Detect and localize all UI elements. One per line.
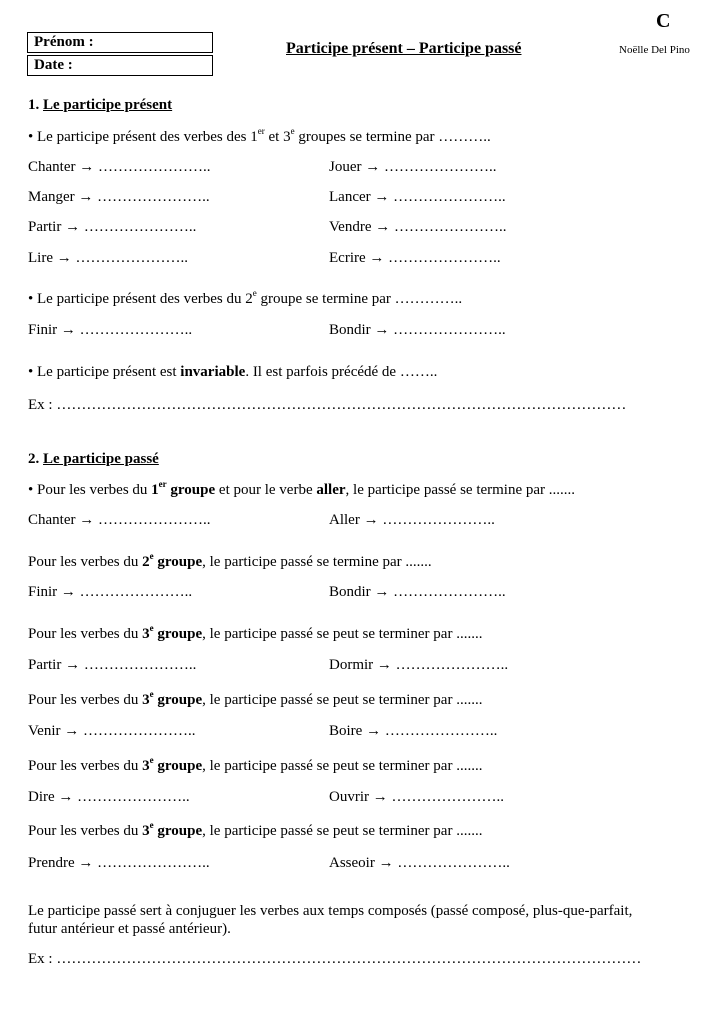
rule-text: Pour les verbes du xyxy=(28,692,143,708)
exercise-item[interactable]: Partir → ………………….. xyxy=(28,219,197,235)
rule-bold: groupe xyxy=(166,482,216,498)
rule-text: , le participe passé se termine par ....... xyxy=(345,482,576,498)
rule-text: , le participe passé se peut se terminer par ....... xyxy=(202,626,483,642)
exercise-item[interactable]: Venir → ………………….. xyxy=(28,723,196,739)
rule-text: Pour les verbes du xyxy=(28,626,143,642)
exercise-item[interactable]: Finir → ………………….. xyxy=(28,584,193,600)
section1-rule3 xyxy=(28,364,437,381)
rule-text: et pour le verbe xyxy=(215,482,317,498)
superscript: e xyxy=(149,755,154,765)
exercise-item[interactable]: Asseoir → ………………….. xyxy=(329,855,510,871)
section2-rule1 xyxy=(28,479,576,499)
date-label: Date : xyxy=(34,57,73,73)
rule-text: groupes se termine par ……….. xyxy=(294,129,491,145)
section1-title: Le participe présent xyxy=(43,97,173,113)
rule-text: , le participe passé se peut se terminer par ....... xyxy=(202,758,483,774)
exercise-item[interactable]: Bondir → ………………….. xyxy=(329,322,506,338)
exercise-item[interactable]: Ecrire → ………………….. xyxy=(329,250,501,266)
usage-line: futur antérieur et passé antérieur). xyxy=(28,921,231,937)
prenom-field[interactable] xyxy=(27,32,213,53)
superscript: e xyxy=(252,288,257,298)
rule-text: Le participe présent des verbes des 1 xyxy=(37,129,258,145)
rule-text: Pour les verbes du xyxy=(28,554,143,570)
exercise-item[interactable]: Chanter → ………………….. xyxy=(28,159,211,175)
rule-bold: 3 xyxy=(142,758,150,774)
section2-number: 2. xyxy=(28,451,40,467)
exercise-item[interactable]: Vendre → ………………….. xyxy=(329,219,507,235)
rule-text: Le participe présent est xyxy=(37,364,181,380)
superscript: er xyxy=(257,126,265,136)
rule-text: Le participe présent des verbes du 2 xyxy=(37,291,253,307)
rule-bold: 3 xyxy=(142,692,150,708)
author: Noëlle Del Pino xyxy=(619,44,690,56)
prenom-label: Prénom : xyxy=(34,34,94,50)
exercise-item[interactable]: Chanter → ………………….. xyxy=(28,512,211,528)
bullet: • xyxy=(28,482,34,498)
rule-bold: aller xyxy=(316,482,346,498)
section1-rule2 xyxy=(28,288,463,308)
exercise-item[interactable]: Aller → ………………….. xyxy=(329,512,495,528)
exercise-item[interactable]: Jouer → ………………….. xyxy=(329,159,497,175)
exercise-item[interactable]: Lancer → ………………….. xyxy=(329,189,506,205)
rule-bold: groupe xyxy=(153,626,203,642)
section2-heading xyxy=(28,451,159,468)
rule-bold: 3 xyxy=(142,823,150,839)
exercise-item[interactable]: Dire → ………………….. xyxy=(28,789,190,805)
exercise-item[interactable]: Partir → ………………….. xyxy=(28,657,197,673)
rule-bold: invariable xyxy=(180,364,246,380)
superscript: er xyxy=(158,479,167,489)
rule-text: Pour les verbes du xyxy=(28,758,143,774)
rule-text: Pour les verbes du xyxy=(37,482,152,498)
exercise-item[interactable]: Lire → ………………….. xyxy=(28,250,188,266)
exercise-item[interactable]: Boire → ………………….. xyxy=(329,723,498,739)
page-title: Participe présent – Participe passé xyxy=(286,40,522,57)
rule-bold: 3 xyxy=(142,626,150,642)
superscript: e xyxy=(149,551,154,561)
group-rule xyxy=(28,623,483,643)
rule-bold: groupe xyxy=(153,554,203,570)
group-rule xyxy=(28,820,483,840)
rule-text: Pour les verbes du xyxy=(28,823,143,839)
rule-bold: 2 xyxy=(142,554,150,570)
superscript: e xyxy=(149,689,154,699)
rule-text: . Il est parfois précédé de …….. xyxy=(245,364,438,380)
date-field[interactable] xyxy=(27,55,213,76)
exercise-item[interactable]: Dormir → ………………….. xyxy=(329,657,509,673)
rule-bold: groupe xyxy=(153,692,203,708)
rule-text: et 3 xyxy=(264,129,291,145)
section1-rule1 xyxy=(28,126,491,146)
group-rule xyxy=(28,755,483,775)
section2-title: Le participe passé xyxy=(43,451,159,467)
superscript: e xyxy=(290,126,295,136)
example-line[interactable]: Ex : …………………………………………………………………………………………………… xyxy=(28,397,627,413)
section1-number: 1. xyxy=(28,97,40,113)
group-rule xyxy=(28,689,483,709)
exercise-item[interactable]: Ouvrir → ………………….. xyxy=(329,789,504,805)
example-line[interactable]: Ex : ……………………………………………………………………………………………………… xyxy=(28,951,642,967)
rule-bold: groupe xyxy=(153,823,203,839)
rule-text: , le participe passé se peut se terminer par ....... xyxy=(202,823,483,839)
bullet: • xyxy=(28,291,34,307)
rule-bold: groupe xyxy=(153,758,203,774)
rule-text: , le participe passé se termine par ....... xyxy=(202,554,432,570)
bullet: • xyxy=(28,129,34,145)
rule-text: , le participe passé se peut se terminer par ....... xyxy=(202,692,483,708)
superscript: e xyxy=(149,820,154,830)
exercise-item[interactable]: Prendre → ………………….. xyxy=(28,855,210,871)
exercise-item[interactable]: Bondir → ………………….. xyxy=(329,584,506,600)
superscript: e xyxy=(149,623,154,633)
rule-bold: 1 xyxy=(151,482,159,498)
usage-line: Le participe passé sert à conjuguer les verbes aux temps composés (passé composé, plus-que-parfait, xyxy=(28,903,633,919)
group-rule xyxy=(28,551,432,571)
section1-heading xyxy=(28,97,172,114)
rule-text: groupe se termine par ………….. xyxy=(256,291,463,307)
exercise-item[interactable]: Finir → ………………….. xyxy=(28,322,193,338)
bullet: • xyxy=(28,364,34,380)
exercise-item[interactable]: Manger → ………………….. xyxy=(28,189,210,205)
corner-letter: C xyxy=(656,10,671,32)
